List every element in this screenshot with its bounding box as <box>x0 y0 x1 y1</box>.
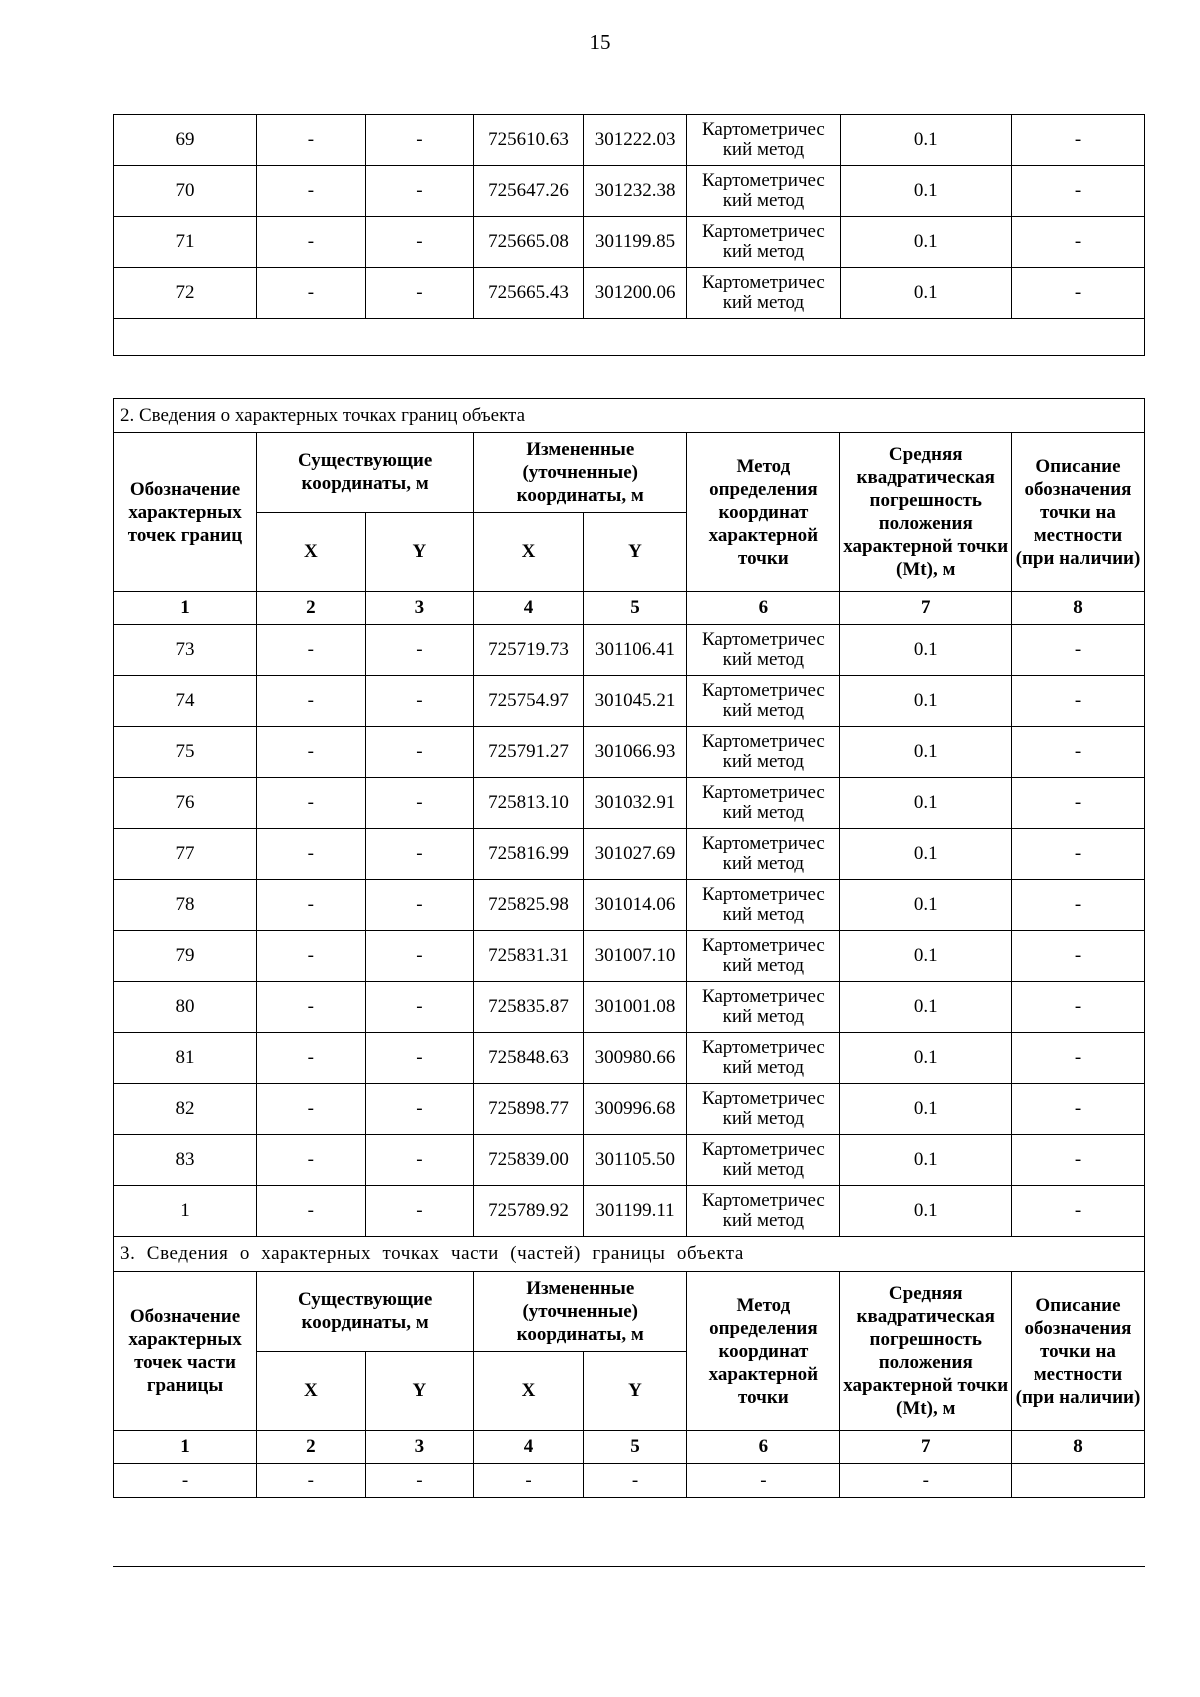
method-cell <box>687 982 840 1033</box>
col-number: 1 <box>114 592 257 625</box>
point-number: 76 <box>114 778 257 829</box>
header-existing-coords: Существующие координаты, м <box>257 1272 474 1352</box>
mt-value: 0.1 <box>840 727 1011 778</box>
mt-value: 0.1 <box>840 1084 1011 1135</box>
method-line-2: кий метод <box>722 802 805 823</box>
header-changed-x: X <box>474 1351 584 1431</box>
point-number: 69 <box>114 115 257 166</box>
point-description: - <box>1011 778 1144 829</box>
existing-x: - <box>257 880 366 931</box>
point-description: - <box>1011 1033 1144 1084</box>
existing-x: - <box>257 931 366 982</box>
existing-x: - <box>257 778 366 829</box>
method-cell <box>687 217 840 268</box>
header-existing-x: X <box>257 512 366 592</box>
changed-x: 725813.10 <box>474 778 584 829</box>
method-line-1: Картометричес <box>701 1139 825 1160</box>
existing-y: - <box>365 217 474 268</box>
existing-y: - <box>365 625 474 676</box>
table-cell: - <box>114 1464 257 1498</box>
method-cell <box>687 115 840 166</box>
method-line-2: кий метод <box>722 139 805 160</box>
mt-value: 0.1 <box>840 1135 1011 1186</box>
table-row <box>114 829 1145 880</box>
changed-y: 301045.21 <box>583 676 687 727</box>
changed-y: 301106.41 <box>583 625 687 676</box>
point-number: 78 <box>114 880 257 931</box>
header-description: Описание обозначения точки на местности (при наличии) <box>1011 433 1144 592</box>
changed-x: 725719.73 <box>474 625 584 676</box>
point-description: - <box>1011 727 1144 778</box>
table-row <box>114 268 1145 319</box>
mt-value: 0.1 <box>840 1186 1011 1237</box>
table-row <box>114 217 1145 268</box>
mt-value: 0.1 <box>840 982 1011 1033</box>
changed-y: 301232.38 <box>583 166 687 217</box>
col-number: 7 <box>840 1431 1011 1464</box>
point-number: 75 <box>114 727 257 778</box>
existing-x: - <box>257 217 366 268</box>
existing-x: - <box>257 982 366 1033</box>
existing-x: - <box>257 166 366 217</box>
table-cell: - <box>474 1464 584 1498</box>
table-empty-row <box>114 319 1145 356</box>
table-cell: - <box>687 1464 840 1498</box>
point-description: - <box>1011 880 1144 931</box>
method-line-2: кий метод <box>722 700 805 721</box>
existing-y: - <box>365 115 474 166</box>
method-line-1: Картометричес <box>702 170 825 191</box>
method-line-1: Картометричес <box>701 986 825 1007</box>
changed-x: 725848.63 <box>474 1033 584 1084</box>
method-cell <box>687 268 840 319</box>
table-row <box>114 166 1145 217</box>
changed-y: 301199.85 <box>583 217 687 268</box>
point-description: - <box>1011 625 1144 676</box>
table-cell: - <box>583 1464 687 1498</box>
point-number: 74 <box>114 676 257 727</box>
point-description: - <box>1012 268 1145 319</box>
col-number: 3 <box>365 1431 474 1464</box>
point-description: - <box>1011 982 1144 1033</box>
table-row <box>114 778 1145 829</box>
section-3-title-row <box>114 1237 1145 1272</box>
point-number: 70 <box>114 166 257 217</box>
header-designation: Обозначение характерных точек границ <box>114 433 257 592</box>
changed-y: 301222.03 <box>583 115 687 166</box>
point-description: - <box>1011 1186 1144 1237</box>
header-mt: Средняя квадратическая погрешность положения характерной точки (Mt), м <box>840 1272 1011 1431</box>
col-number: 3 <box>365 592 474 625</box>
changed-y: 301027.69 <box>583 829 687 880</box>
method-line-2: кий метод <box>722 955 805 976</box>
header-changed-y: Y <box>583 512 687 592</box>
existing-y: - <box>365 676 474 727</box>
method-line-1: Картометричес <box>701 680 825 701</box>
table-row <box>114 880 1145 931</box>
changed-y: 301032.91 <box>583 778 687 829</box>
method-line-2: кий метод <box>722 190 805 211</box>
changed-y: 301199.11 <box>583 1186 687 1237</box>
mt-value: 0.1 <box>840 880 1011 931</box>
mt-value: 0.1 <box>840 1033 1011 1084</box>
method-line-2: кий метод <box>722 1159 805 1180</box>
method-line-2: кий метод <box>722 241 805 262</box>
col-number: 5 <box>583 592 687 625</box>
method-cell <box>687 1135 840 1186</box>
method-line-1: Картометричес <box>701 1037 825 1058</box>
header-existing-coords: Существующие координаты, м <box>257 433 474 513</box>
col-number: 2 <box>257 1431 366 1464</box>
existing-y: - <box>365 829 474 880</box>
changed-x: 725647.26 <box>474 166 584 217</box>
method-line-1: Картометричес <box>701 1190 825 1211</box>
mt-value: 0.1 <box>840 115 1011 166</box>
point-number: 79 <box>114 931 257 982</box>
table-cell: - <box>257 1464 366 1498</box>
header-changed-coords: Измененные (уточненные) координаты, м <box>474 1272 687 1352</box>
method-cell <box>687 880 840 931</box>
col-number: 4 <box>474 1431 584 1464</box>
changed-y: 301105.50 <box>583 1135 687 1186</box>
table-row <box>114 1186 1145 1237</box>
method-line-1: Картометричес <box>701 884 825 905</box>
header-designation: Обозначение характерных точек части границы <box>114 1272 257 1431</box>
method-line-1: Картометричес <box>701 935 825 956</box>
header-existing-y: Y <box>365 1351 474 1431</box>
method-line-2: кий метод <box>722 1057 805 1078</box>
table-row <box>114 1135 1145 1186</box>
header-method: Метод определения координат характерной точки <box>687 433 840 592</box>
changed-y: 301001.08 <box>583 982 687 1033</box>
col-number: 8 <box>1011 592 1144 625</box>
existing-y: - <box>365 1135 474 1186</box>
changed-y: 300980.66 <box>583 1033 687 1084</box>
method-line-2: кий метод <box>722 751 805 772</box>
table-row <box>114 931 1145 982</box>
existing-x: - <box>257 829 366 880</box>
point-description: - <box>1011 1135 1144 1186</box>
page-number: 15 <box>589 30 611 54</box>
method-line-1: Картометричес <box>702 221 825 242</box>
header-method: Метод определения координат характерной точки <box>687 1272 840 1431</box>
mt-value: 0.1 <box>840 829 1011 880</box>
existing-y: - <box>365 880 474 931</box>
existing-x: - <box>257 1135 366 1186</box>
section-3-column-numbers <box>114 1431 1145 1464</box>
table-row <box>114 625 1145 676</box>
table-row <box>114 982 1145 1033</box>
changed-x: 725835.87 <box>474 982 584 1033</box>
table-row <box>114 676 1145 727</box>
changed-y: 301007.10 <box>583 931 687 982</box>
method-cell <box>687 1186 840 1237</box>
method-cell <box>687 625 840 676</box>
method-cell <box>687 676 840 727</box>
method-line-1: Картометричес <box>702 119 825 140</box>
existing-x: - <box>257 1084 366 1135</box>
changed-x: 725665.43 <box>474 268 584 319</box>
point-description: - <box>1012 166 1145 217</box>
method-line-2: кий метод <box>722 1108 805 1129</box>
method-line-2: кий метод <box>722 853 805 874</box>
point-number: 1 <box>114 1186 257 1237</box>
col-number: 1 <box>114 1431 257 1464</box>
point-number: 77 <box>114 829 257 880</box>
section-2-title: 2. Сведения о характерных точках границ объекта <box>114 399 1145 433</box>
existing-x: - <box>257 268 366 319</box>
method-line-1: Картометричес <box>701 629 825 650</box>
header-changed-coords: Измененные (уточненные) координаты, м <box>474 433 687 513</box>
existing-y: - <box>365 982 474 1033</box>
col-number: 5 <box>583 1431 687 1464</box>
point-number: 82 <box>114 1084 257 1135</box>
col-number: 2 <box>257 592 366 625</box>
header-existing-x: X <box>257 1351 366 1431</box>
point-number: 73 <box>114 625 257 676</box>
existing-y: - <box>365 268 474 319</box>
changed-y: 300996.68 <box>583 1084 687 1135</box>
boundary-points-table <box>113 398 1145 1498</box>
point-description: - <box>1011 931 1144 982</box>
method-cell <box>687 1033 840 1084</box>
table-row <box>114 1033 1145 1084</box>
existing-x: - <box>257 1033 366 1084</box>
changed-x: 725898.77 <box>474 1084 584 1135</box>
footer-divider <box>113 1566 1145 1567</box>
col-number: 6 <box>687 592 840 625</box>
existing-y: - <box>365 166 474 217</box>
section-2-title-row <box>114 399 1145 433</box>
mt-value: 0.1 <box>840 778 1011 829</box>
mt-value: 0.1 <box>840 217 1011 268</box>
section-3-empty-row <box>114 1464 1145 1498</box>
point-description: - <box>1012 115 1145 166</box>
mt-value: 0.1 <box>840 268 1011 319</box>
header-mt: Средняя квадратическая погрешность положения характерной точки (Mt), м <box>840 433 1011 592</box>
changed-x: 725791.27 <box>474 727 584 778</box>
changed-x: 725839.00 <box>474 1135 584 1186</box>
changed-y: 301066.93 <box>583 727 687 778</box>
existing-y: - <box>365 1084 474 1135</box>
existing-x: - <box>257 115 366 166</box>
header-description: Описание обозначения точки на местности (при наличии) <box>1011 1272 1144 1431</box>
table-row <box>114 1084 1145 1135</box>
existing-x: - <box>257 727 366 778</box>
changed-x: 725610.63 <box>474 115 584 166</box>
method-line-2: кий метод <box>722 904 805 925</box>
point-number: 72 <box>114 268 257 319</box>
header-existing-y: Y <box>365 512 474 592</box>
table-cell: - <box>840 1464 1011 1498</box>
point-description: - <box>1011 1084 1144 1135</box>
section-2-column-numbers <box>114 592 1145 625</box>
mt-value: 0.1 <box>840 625 1011 676</box>
method-cell <box>687 1084 840 1135</box>
point-description: - <box>1011 676 1144 727</box>
mt-value: 0.1 <box>840 931 1011 982</box>
coordinates-table-continuation <box>113 114 1145 356</box>
col-number: 7 <box>840 592 1011 625</box>
section-3-header-row <box>114 1272 1145 1352</box>
method-line-2: кий метод <box>722 649 805 670</box>
point-description: - <box>1012 217 1145 268</box>
existing-y: - <box>365 1186 474 1237</box>
method-cell <box>687 778 840 829</box>
table-cell <box>1011 1464 1144 1498</box>
point-number: 80 <box>114 982 257 1033</box>
changed-x: 725754.97 <box>474 676 584 727</box>
method-cell <box>687 829 840 880</box>
changed-x: 725831.31 <box>474 931 584 982</box>
existing-x: - <box>257 625 366 676</box>
existing-y: - <box>365 931 474 982</box>
changed-y: 301200.06 <box>583 268 687 319</box>
table-cell: - <box>365 1464 474 1498</box>
changed-x: 725789.92 <box>474 1186 584 1237</box>
method-line-2: кий метод <box>722 1006 805 1027</box>
point-number: 81 <box>114 1033 257 1084</box>
col-number: 6 <box>687 1431 840 1464</box>
method-line-1: Картометричес <box>702 272 825 293</box>
mt-value: 0.1 <box>840 676 1011 727</box>
point-number: 71 <box>114 217 257 268</box>
changed-x: 725665.08 <box>474 217 584 268</box>
section-2-header-row <box>114 433 1145 513</box>
method-line-2: кий метод <box>722 292 805 313</box>
method-line-1: Картометричес <box>701 731 825 752</box>
method-cell <box>687 166 840 217</box>
existing-x: - <box>257 676 366 727</box>
method-cell <box>687 727 840 778</box>
method-line-1: Картометричес <box>701 833 825 854</box>
table-row <box>114 115 1145 166</box>
section-3-title: 3. Сведения о характерных точках части (частей) границы объекта <box>114 1237 1145 1272</box>
method-cell <box>687 931 840 982</box>
changed-x: 725816.99 <box>474 829 584 880</box>
point-number: 83 <box>114 1135 257 1186</box>
mt-value: 0.1 <box>840 166 1011 217</box>
header-changed-x: X <box>474 512 584 592</box>
changed-y: 301014.06 <box>583 880 687 931</box>
existing-y: - <box>365 1033 474 1084</box>
col-number: 8 <box>1011 1431 1144 1464</box>
col-number: 4 <box>474 592 584 625</box>
method-line-2: кий метод <box>722 1210 805 1231</box>
point-description: - <box>1011 829 1144 880</box>
existing-y: - <box>365 727 474 778</box>
changed-x: 725825.98 <box>474 880 584 931</box>
existing-y: - <box>365 778 474 829</box>
method-line-1: Картометричес <box>701 1088 825 1109</box>
header-changed-y: Y <box>583 1351 687 1431</box>
existing-x: - <box>257 1186 366 1237</box>
method-line-1: Картометричес <box>701 782 825 803</box>
table-row <box>114 727 1145 778</box>
